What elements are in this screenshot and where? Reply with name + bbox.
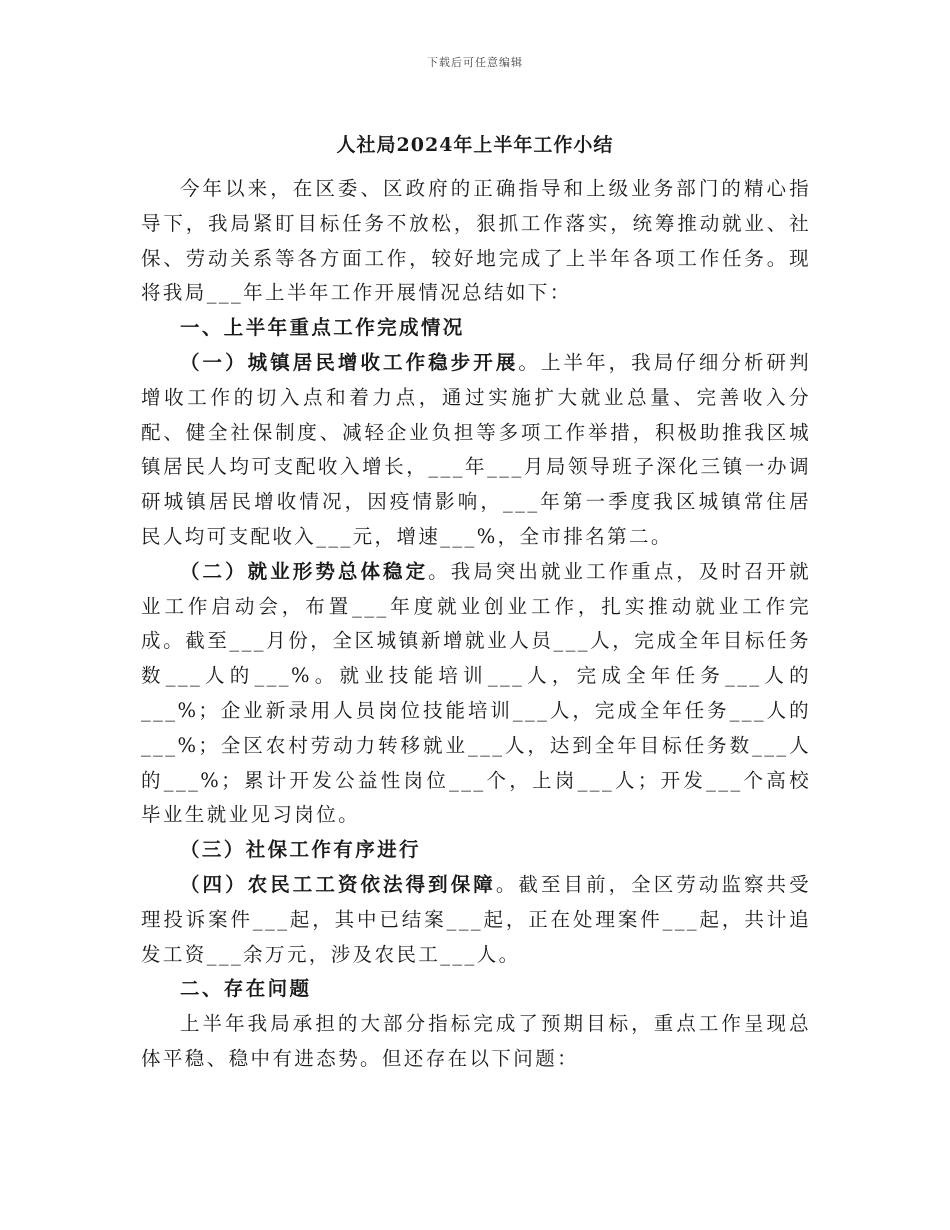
item-text-1: 。上半年，我局仔细分析研判增收工作的切入点和着力点，通过实施扩大就业总量、完善收入分配、健全社保制度、减轻企业负担等多项工作举措，积极助推我区城镇居民人均可支配收入增长，___年___月局领导班子深化三镇一办调研城镇居民增收情况，因疫情影响，___年第一季度我区城镇常住居民人均可支配收入___元，增速___%，全市排名第二。	[141, 350, 811, 548]
section-heading-1: 一、上半年重点工作完成情况	[180, 316, 465, 340]
item-text-2: 。我局突出就业工作重点，及时召开就业工作启动会，布置___年度就业创业工作，扎实推动就业工作完成。截至___月份，全区城镇新增就业人员___人，完成全年目标任务数___人的___%。就业技能培训___人，完成全年任务___人的___%；企业新录用人员岗位技能培训___人，完成全年任务___人的___%；全区农村劳动力转移就业___人，达到全年目标任务数___人的___%；累计开发公益性岗位___个，上岗___人；开发___个高校毕业生就业见习岗位。	[141, 559, 811, 827]
intro-paragraph: 今年以来，在区委、区政府的正确指导和上级业务部门的精心指导下，我局紧盯目标任务不放松，狠抓工作落实，统筹推动就业、社保、劳动关系等各方面工作，较好地完成了上半年各项工作任务。现将我局___年上半年工作开展情况总结如下：	[141, 177, 811, 305]
item-lead-2: （二）就业形势总体稳定	[180, 559, 429, 583]
section-heading-2: 二、存在问题	[180, 977, 312, 1001]
paragraph-item-3	[141, 833, 811, 868]
problems-paragraph: 上半年我局承担的大部分指标完成了预期目标，重点工作呈现总体平稳、稳中有进态势。但还存在以下问题：	[141, 1012, 811, 1070]
item-lead-1: （一）城镇居民增收工作稳步开展	[180, 350, 519, 374]
paragraph-item-1	[141, 346, 811, 555]
document-title: 人社局2024年上半年工作小结	[336, 134, 614, 156]
document-body	[141, 172, 811, 1077]
item-lead-3: （三）社保工作有序进行	[180, 838, 421, 862]
paragraph-item-4	[141, 868, 811, 972]
item-text-4: 。截至目前，全区劳动监察共受理投诉案件___起，其中已结案___起，正在处理案件___起，共计追发工资___余万元，涉及农民工___人。	[141, 872, 811, 966]
header-note: 下载后可任意编辑	[427, 56, 523, 69]
item-lead-4: （四）农民工工资依法得到保障	[180, 872, 496, 896]
paragraph-item-2	[141, 555, 811, 833]
